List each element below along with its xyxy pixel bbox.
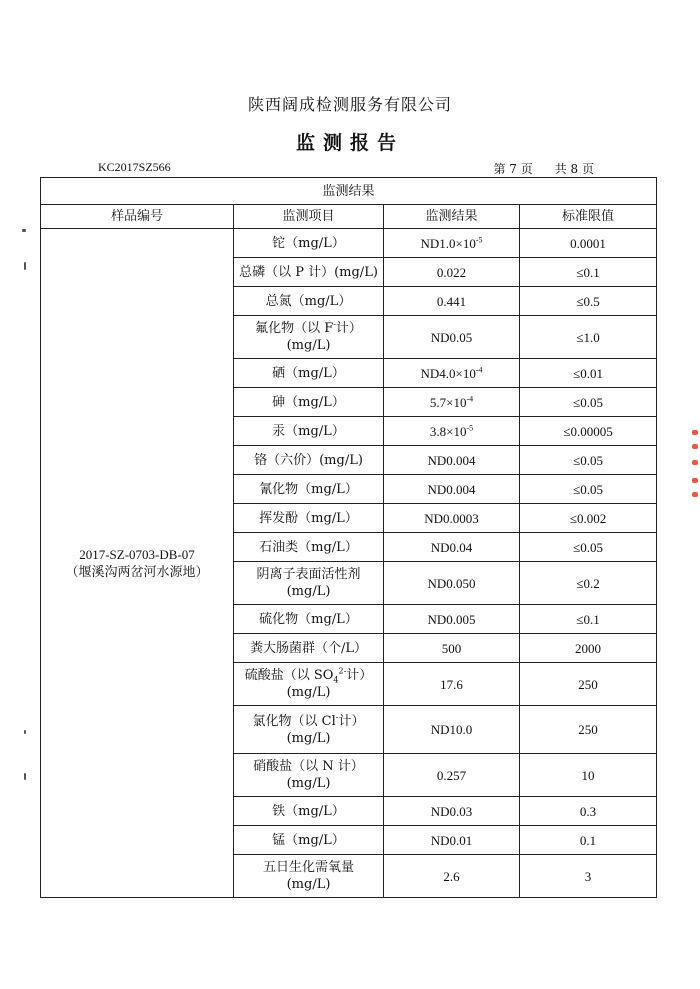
- limit-value: 0.1: [579, 832, 597, 848]
- item-cell: [234, 826, 384, 855]
- limit-cell: [520, 797, 657, 826]
- result-value: ND0.050: [427, 575, 476, 591]
- item-label-tail: 计）: [346, 668, 373, 683]
- result-cell: [384, 754, 520, 797]
- section-title-row: [41, 178, 657, 205]
- limit-value: 0.0001: [570, 235, 606, 251]
- section-title: 监测结果: [41, 178, 657, 205]
- limit-cell: [520, 287, 657, 316]
- item-unit: (mg/L): [286, 877, 331, 892]
- column-header-sample: 样品编号: [41, 205, 234, 229]
- limit-value: 250: [578, 676, 598, 692]
- item-cell: [234, 855, 384, 898]
- item-label: 总氮（mg/L）: [265, 293, 352, 309]
- limit-value: ≤0.01: [573, 365, 603, 381]
- limit-cell: [520, 533, 657, 562]
- item-cell: [234, 229, 384, 258]
- item-unit: (mg/L): [286, 338, 331, 353]
- item-label: 铬（六价）(mg/L): [254, 452, 363, 468]
- result-exponent: -5: [466, 423, 474, 433]
- limit-cell: [520, 754, 657, 797]
- limit-value: 3: [584, 868, 592, 884]
- result-value: 5.7×10: [429, 394, 467, 410]
- item-label-tail: 计）: [338, 713, 365, 729]
- limit-value: ≤0.5: [576, 293, 600, 309]
- item-cell: [234, 446, 384, 475]
- limit-value: ≤0.002: [569, 510, 607, 526]
- item-unit: (mg/L): [286, 584, 331, 599]
- result-cell: [384, 706, 520, 754]
- item-cell: [234, 605, 384, 634]
- page-current: 第 7 页: [493, 162, 533, 176]
- item-subscript: 4: [333, 675, 339, 685]
- result-cell: [384, 562, 520, 605]
- report-meta: [98, 160, 594, 176]
- result-cell: [384, 359, 520, 388]
- limit-cell: [520, 388, 657, 417]
- item-label: 硝酸盐（以 N 计）: [253, 759, 364, 774]
- report-code: KC2017SZ566: [98, 160, 171, 174]
- result-cell: [384, 446, 520, 475]
- item-label: 总磷（以 P 计）(mg/L): [239, 264, 378, 280]
- sample-location: （堰溪沟两岔河水源地）: [65, 564, 209, 580]
- item-cell: [234, 706, 384, 754]
- limit-value: 250: [578, 722, 598, 737]
- column-header-limit: 标准限值: [520, 205, 657, 229]
- limit-value: 10: [581, 767, 595, 783]
- result-exponent: -5: [475, 235, 483, 245]
- limit-cell: [520, 826, 657, 855]
- result-cell: [384, 663, 520, 706]
- limit-cell: [520, 229, 657, 258]
- result-value: 0.257: [436, 767, 467, 783]
- item-label: 氰化物（mg/L）: [259, 481, 358, 497]
- limit-cell: [520, 316, 657, 359]
- result-value: ND4.0×10: [420, 365, 476, 381]
- item-cell: [234, 287, 384, 316]
- result-cell: [384, 826, 520, 855]
- column-header-row: [41, 205, 657, 229]
- item-label: 硫酸盐（以 SO: [244, 668, 334, 683]
- scan-speck: [24, 262, 26, 270]
- item-cell: [234, 504, 384, 533]
- result-cell: [384, 316, 520, 359]
- result-value: ND0.004: [427, 481, 476, 497]
- result-cell: [384, 287, 520, 316]
- result-cell: [384, 855, 520, 898]
- sample-id: 2017-SZ-0703-DB-07: [79, 546, 195, 562]
- limit-value: 2000: [575, 640, 601, 656]
- sample-cell: [41, 229, 234, 898]
- item-cell: [234, 258, 384, 287]
- result-cell: [384, 797, 520, 826]
- result-cell: [384, 634, 520, 663]
- limit-cell: [520, 605, 657, 634]
- limit-value: ≤0.1: [576, 611, 600, 627]
- result-value: ND0.004: [427, 452, 476, 468]
- company-name: 陕西阔成检测服务有限公司: [247, 95, 452, 114]
- limit-value: ≤0.05: [573, 481, 603, 497]
- limit-cell: [520, 475, 657, 504]
- result-value: ND0.04: [430, 539, 473, 555]
- item-label: 铁（mg/L）: [272, 803, 345, 819]
- result-value: 2.6: [443, 868, 460, 884]
- item-cell: [234, 388, 384, 417]
- result-value: ND0.0003: [424, 510, 479, 526]
- item-unit: (mg/L): [286, 776, 331, 791]
- result-value: ND0.005: [427, 611, 476, 627]
- result-value: 0.022: [436, 264, 467, 280]
- item-label: 粪大肠菌群（个/L）: [249, 640, 367, 656]
- scan-speck: [24, 773, 26, 780]
- item-label: 铊（mg/L）: [272, 235, 345, 251]
- item-cell: [234, 316, 384, 359]
- scan-speck: [22, 229, 26, 232]
- result-value: 0.441: [436, 293, 467, 309]
- item-label: 硒（mg/L）: [272, 365, 345, 381]
- limit-cell: [520, 359, 657, 388]
- limit-value: ≤0.00005: [563, 423, 613, 439]
- limit-cell: [520, 663, 657, 706]
- item-cell: [234, 663, 384, 706]
- item-label: 氯化物（以 Cl: [252, 713, 336, 729]
- result-exponent: -4: [466, 394, 474, 404]
- page-total: 共 8 页: [554, 162, 594, 176]
- result-cell: [384, 475, 520, 504]
- item-cell: [234, 797, 384, 826]
- item-label: 氟化物（以 F: [255, 321, 334, 336]
- result-cell: [384, 605, 520, 634]
- limit-cell: [520, 446, 657, 475]
- table-row: [41, 229, 657, 258]
- page-indicator: [493, 160, 594, 177]
- result-cell: [384, 229, 520, 258]
- result-cell: [384, 388, 520, 417]
- limit-cell: [520, 634, 657, 663]
- limit-value: ≤0.05: [573, 452, 603, 468]
- result-exponent: -4: [475, 365, 483, 375]
- result-value: 500: [441, 640, 462, 656]
- item-label: 硫化物（mg/L）: [259, 611, 358, 627]
- item-superscript: -: [333, 319, 336, 329]
- limit-cell: [520, 258, 657, 287]
- item-label: 阴离子表面活性剂: [256, 567, 361, 582]
- item-cell: [234, 634, 384, 663]
- result-cell: [384, 533, 520, 562]
- result-value: ND1.0×10: [420, 235, 476, 251]
- results-table: [40, 177, 657, 898]
- result-cell: [384, 504, 520, 533]
- item-label: 挥发酚（mg/L）: [259, 510, 358, 526]
- item-unit: (mg/L): [286, 730, 331, 746]
- item-label-tail: 计）: [335, 321, 362, 336]
- limit-cell: [520, 562, 657, 605]
- item-cell: [234, 417, 384, 446]
- limit-value: ≤0.1: [576, 264, 600, 280]
- result-value: 17.6: [440, 676, 463, 692]
- limit-value: ≤0.05: [573, 394, 603, 410]
- item-cell: [234, 754, 384, 797]
- report-title: 监测报告: [295, 132, 404, 154]
- limit-cell: [520, 706, 657, 754]
- column-header-result: 监测结果: [384, 205, 520, 229]
- item-superscript: -: [335, 712, 339, 722]
- limit-value: ≤0.05: [573, 539, 603, 555]
- result-cell: [384, 417, 520, 446]
- item-cell: [234, 475, 384, 504]
- item-label: 五日生化需氧量: [262, 860, 354, 875]
- result-value: ND0.03: [430, 803, 473, 819]
- item-cell: [234, 533, 384, 562]
- result-value: ND10.0: [430, 722, 473, 737]
- item-unit: (mg/L): [286, 685, 331, 700]
- result-value: 3.8×10: [429, 423, 467, 439]
- result-value: ND0.01: [430, 832, 473, 848]
- item-label: 锰（mg/L）: [272, 832, 345, 848]
- red-stamp-fragment: [692, 430, 700, 500]
- result-value: ND0.05: [430, 329, 473, 345]
- limit-value: ≤1.0: [576, 329, 600, 345]
- item-label: 石油类（mg/L）: [259, 539, 358, 555]
- item-cell: [234, 359, 384, 388]
- result-cell: [384, 258, 520, 287]
- item-label: 砷（mg/L）: [272, 394, 345, 410]
- limit-cell: [520, 855, 657, 898]
- item-superscript: 2-: [338, 666, 347, 676]
- item-cell: [234, 562, 384, 605]
- scan-speck: [24, 730, 26, 734]
- item-label: 汞（mg/L）: [272, 423, 345, 439]
- limit-cell: [520, 504, 657, 533]
- limit-value: ≤0.2: [576, 575, 600, 591]
- limit-cell: [520, 417, 657, 446]
- column-header-item: 监测项目: [234, 205, 384, 229]
- limit-value: 0.3: [579, 803, 597, 819]
